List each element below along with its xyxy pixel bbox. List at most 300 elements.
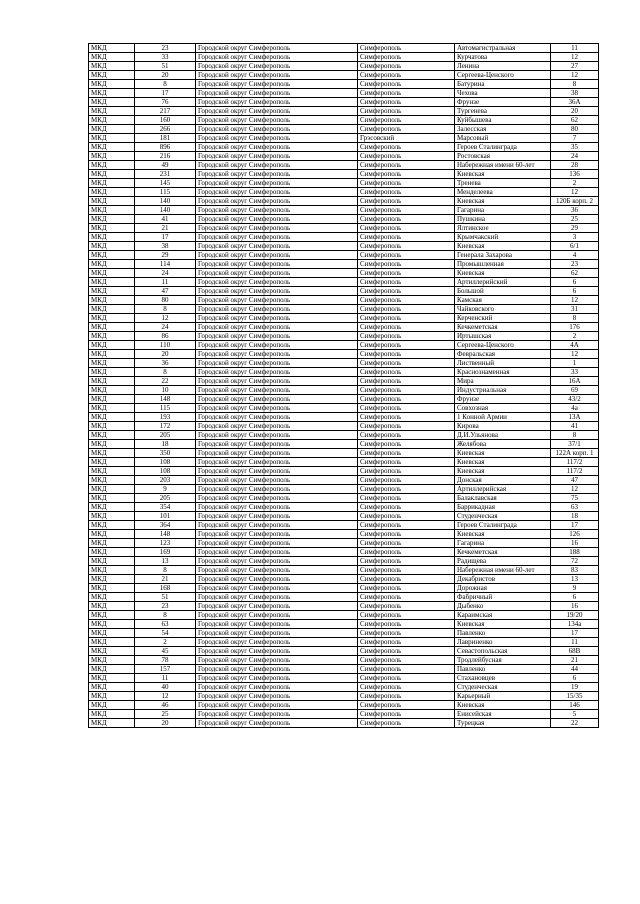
district-cell: Городской округ Симферополь	[196, 548, 358, 557]
table-row	[89, 431, 599, 440]
city-cell: Симферополь	[358, 44, 455, 53]
house-number-cell: 13	[551, 575, 599, 584]
street-cell: Фрунзе	[455, 98, 551, 107]
house-number-cell: 43/2	[551, 395, 599, 404]
type-cell: МКД	[89, 512, 135, 521]
city-cell: Симферополь	[358, 629, 455, 638]
house-number-cell: 8	[551, 314, 599, 323]
type-cell: МКД	[89, 710, 135, 719]
type-cell: МКД	[89, 611, 135, 620]
district-cell: Городской округ Симферополь	[196, 710, 358, 719]
house-number-cell: 3	[551, 233, 599, 242]
type-cell: МКД	[89, 89, 135, 98]
house-number-cell: 117/2	[551, 458, 599, 467]
table-row	[89, 620, 599, 629]
type-cell: МКД	[89, 170, 135, 179]
type-cell: МКД	[89, 665, 135, 674]
table-row	[89, 170, 599, 179]
count-cell: 78	[135, 656, 196, 665]
count-cell: 896	[135, 143, 196, 152]
street-cell: Кирова	[455, 422, 551, 431]
city-cell: Симферополь	[358, 422, 455, 431]
count-cell: 354	[135, 503, 196, 512]
count-cell: 11	[135, 674, 196, 683]
house-number-cell: 80	[551, 125, 599, 134]
house-number-cell: 4А	[551, 341, 599, 350]
count-cell: 49	[135, 161, 196, 170]
house-number-cell: 5	[551, 710, 599, 719]
table-row	[89, 62, 599, 71]
table-row	[89, 404, 599, 413]
house-number-cell: 16	[551, 539, 599, 548]
street-cell: Ялтинское	[455, 224, 551, 233]
house-number-cell: 25	[551, 215, 599, 224]
district-cell: Городской округ Симферополь	[196, 224, 358, 233]
street-cell: Автомагистральная	[455, 44, 551, 53]
type-cell: МКД	[89, 197, 135, 206]
table-row	[89, 350, 599, 359]
type-cell: МКД	[89, 368, 135, 377]
street-cell: Киевская	[455, 242, 551, 251]
table-row	[89, 521, 599, 530]
street-cell: Сергеева-Ценского	[455, 71, 551, 80]
street-cell: Карьерный	[455, 692, 551, 701]
district-cell: Городской округ Симферополь	[196, 476, 358, 485]
street-cell: Лиственный	[455, 359, 551, 368]
type-cell: МКД	[89, 404, 135, 413]
district-cell: Городской округ Симферополь	[196, 62, 358, 71]
count-cell: 110	[135, 341, 196, 350]
count-cell: 8	[135, 305, 196, 314]
count-cell: 10	[135, 386, 196, 395]
type-cell: МКД	[89, 314, 135, 323]
city-cell: Симферополь	[358, 440, 455, 449]
city-cell: Симферополь	[358, 665, 455, 674]
district-cell: Городской округ Симферополь	[196, 449, 358, 458]
house-number-cell: 62	[551, 269, 599, 278]
city-cell: Симферополь	[358, 269, 455, 278]
district-cell: Городской округ Симферополь	[196, 332, 358, 341]
type-cell: МКД	[89, 683, 135, 692]
table-row	[89, 287, 599, 296]
district-cell: Городской округ Симферополь	[196, 377, 358, 386]
city-cell: Симферополь	[358, 710, 455, 719]
district-cell: Городской округ Симферополь	[196, 440, 358, 449]
type-cell: МКД	[89, 260, 135, 269]
type-cell: МКД	[89, 602, 135, 611]
type-cell: МКД	[89, 224, 135, 233]
house-number-cell: 41	[551, 422, 599, 431]
table-row	[89, 386, 599, 395]
type-cell: МКД	[89, 215, 135, 224]
house-number-cell: 7	[551, 134, 599, 143]
house-number-cell: 18	[551, 512, 599, 521]
district-cell: Городской округ Симферополь	[196, 629, 358, 638]
type-cell: МКД	[89, 620, 135, 629]
table-row	[89, 260, 599, 269]
street-cell: Севастопольская	[455, 647, 551, 656]
count-cell: 193	[135, 413, 196, 422]
table-row	[89, 719, 599, 728]
city-cell: Симферополь	[358, 116, 455, 125]
district-cell: Городской округ Симферополь	[196, 431, 358, 440]
type-cell: МКД	[89, 422, 135, 431]
count-cell: 8	[135, 80, 196, 89]
table-row	[89, 674, 599, 683]
type-cell: МКД	[89, 566, 135, 575]
district-cell: Городской округ Симферополь	[196, 467, 358, 476]
district-cell: Городской округ Симферополь	[196, 143, 358, 152]
street-cell: Чайковского	[455, 305, 551, 314]
house-number-cell: 1	[551, 359, 599, 368]
street-cell: Совхозная	[455, 404, 551, 413]
district-cell: Городской округ Симферополь	[196, 260, 358, 269]
district-cell: Городской округ Симферополь	[196, 368, 358, 377]
city-cell: Симферополь	[358, 692, 455, 701]
street-cell: Сергеева-Ценского	[455, 341, 551, 350]
city-cell: Симферополь	[358, 314, 455, 323]
type-cell: МКД	[89, 179, 135, 188]
house-number-cell: 17	[551, 629, 599, 638]
street-cell: Артиллерийский	[455, 278, 551, 287]
street-cell: Лавриненко	[455, 638, 551, 647]
district-cell: Городской округ Симферополь	[196, 386, 358, 395]
type-cell: МКД	[89, 638, 135, 647]
type-cell: МКД	[89, 449, 135, 458]
table-row	[89, 116, 599, 125]
house-number-cell: 75	[551, 494, 599, 503]
street-cell: Индустриальная	[455, 386, 551, 395]
street-cell: Батурина	[455, 80, 551, 89]
house-number-cell: 37/1	[551, 440, 599, 449]
table-row	[89, 143, 599, 152]
table-row	[89, 584, 599, 593]
type-cell: МКД	[89, 287, 135, 296]
district-cell: Городской округ Симферополь	[196, 125, 358, 134]
street-cell: Дорожная	[455, 584, 551, 593]
table-row	[89, 152, 599, 161]
street-cell: Баррикадная	[455, 503, 551, 512]
street-cell: Марсовый	[455, 134, 551, 143]
count-cell: 41	[135, 215, 196, 224]
district-cell: Городской округ Симферополь	[196, 665, 358, 674]
house-number-cell: 12	[551, 296, 599, 305]
house-number-cell: 63	[551, 503, 599, 512]
city-cell: Симферополь	[358, 98, 455, 107]
district-cell: Городской округ Симферополь	[196, 269, 358, 278]
house-number-cell: 38	[551, 89, 599, 98]
table-row	[89, 206, 599, 215]
type-cell: МКД	[89, 80, 135, 89]
table-row	[89, 251, 599, 260]
street-cell: Фрунзе	[455, 395, 551, 404]
table-row	[89, 593, 599, 602]
city-cell: Симферополь	[358, 296, 455, 305]
district-cell: Городской округ Симферополь	[196, 485, 358, 494]
city-cell: Симферополь	[358, 143, 455, 152]
city-cell: Симферополь	[358, 350, 455, 359]
type-cell: МКД	[89, 188, 135, 197]
city-cell: Симферополь	[358, 152, 455, 161]
city-cell: Симферополь	[358, 89, 455, 98]
city-cell: Симферополь	[358, 602, 455, 611]
type-cell: МКД	[89, 44, 135, 53]
table-row	[89, 305, 599, 314]
street-cell: Героев Сталинграда	[455, 521, 551, 530]
type-cell: МКД	[89, 386, 135, 395]
district-cell: Городской округ Симферополь	[196, 692, 358, 701]
house-number-cell: 68В	[551, 647, 599, 656]
table-row	[89, 503, 599, 512]
street-cell: Стахановцев	[455, 674, 551, 683]
district-cell: Городской округ Симферополь	[196, 539, 358, 548]
count-cell: 23	[135, 602, 196, 611]
table-row	[89, 647, 599, 656]
count-cell: 203	[135, 476, 196, 485]
street-cell: Героев Сталинграда	[455, 143, 551, 152]
type-cell: МКД	[89, 476, 135, 485]
house-number-cell: 24	[551, 152, 599, 161]
house-number-cell: 47	[551, 476, 599, 485]
district-cell: Городской округ Симферополь	[196, 107, 358, 116]
street-cell: Ленина	[455, 62, 551, 71]
street-cell: Киевская	[455, 620, 551, 629]
street-cell: Февральская	[455, 350, 551, 359]
count-cell: 350	[135, 449, 196, 458]
district-cell: Городской округ Симферополь	[196, 656, 358, 665]
type-cell: МКД	[89, 134, 135, 143]
table-row	[89, 188, 599, 197]
table-row	[89, 125, 599, 134]
table-row	[89, 269, 599, 278]
table-row	[89, 611, 599, 620]
house-number-cell: 72	[551, 557, 599, 566]
table-row	[89, 323, 599, 332]
type-cell: МКД	[89, 656, 135, 665]
house-number-cell: 12	[551, 485, 599, 494]
city-cell: Симферополь	[358, 386, 455, 395]
house-number-cell: 12	[551, 71, 599, 80]
type-cell: МКД	[89, 593, 135, 602]
city-cell: Симферополь	[358, 458, 455, 467]
count-cell: 11	[135, 278, 196, 287]
street-cell: Павленко	[455, 629, 551, 638]
city-cell: Симферополь	[358, 332, 455, 341]
city-cell: Симферополь	[358, 449, 455, 458]
street-cell: Киевская	[455, 701, 551, 710]
city-cell: Симферополь	[358, 683, 455, 692]
house-number-cell: 146	[551, 701, 599, 710]
district-cell: Городской округ Симферополь	[196, 80, 358, 89]
table-row	[89, 494, 599, 503]
district-cell: Городской округ Симферополь	[196, 584, 358, 593]
district-cell: Городской округ Симферополь	[196, 287, 358, 296]
count-cell: 40	[135, 683, 196, 692]
count-cell: 157	[135, 665, 196, 674]
district-cell: Городской округ Симферополь	[196, 305, 358, 314]
city-cell: Симферополь	[358, 377, 455, 386]
house-number-cell: 21	[551, 656, 599, 665]
type-cell: МКД	[89, 242, 135, 251]
count-cell: 114	[135, 260, 196, 269]
table-row	[89, 530, 599, 539]
type-cell: МКД	[89, 692, 135, 701]
street-cell: Кечкеметская	[455, 548, 551, 557]
count-cell: 140	[135, 197, 196, 206]
table-row	[89, 476, 599, 485]
table-row	[89, 665, 599, 674]
type-cell: МКД	[89, 530, 135, 539]
type-cell: МКД	[89, 116, 135, 125]
table-row	[89, 215, 599, 224]
table-row	[89, 359, 599, 368]
street-cell: Караимская	[455, 611, 551, 620]
street-cell: Набережная имени 60-лет	[455, 161, 551, 170]
district-cell: Городской округ Симферополь	[196, 719, 358, 728]
table-row	[89, 449, 599, 458]
house-number-cell: 83	[551, 566, 599, 575]
district-cell: Городской округ Симферополь	[196, 350, 358, 359]
street-cell: Д.И.Ульянова	[455, 431, 551, 440]
house-number-cell: 12	[551, 350, 599, 359]
count-cell: 29	[135, 251, 196, 260]
table-row	[89, 422, 599, 431]
housing-table	[88, 43, 599, 728]
house-number-cell: 117/2	[551, 467, 599, 476]
table-row	[89, 341, 599, 350]
table-row	[89, 53, 599, 62]
table-row	[89, 557, 599, 566]
city-cell: Симферополь	[358, 215, 455, 224]
table-row	[89, 197, 599, 206]
house-number-cell: 23	[551, 260, 599, 269]
district-cell: Городской округ Симферополь	[196, 179, 358, 188]
type-cell: МКД	[89, 359, 135, 368]
street-cell: Ростовская	[455, 152, 551, 161]
district-cell: Городской округ Симферополь	[196, 359, 358, 368]
table-row	[89, 314, 599, 323]
type-cell: МКД	[89, 377, 135, 386]
city-cell: Симферополь	[358, 611, 455, 620]
city-cell: Симферополь	[358, 359, 455, 368]
district-cell: Городской округ Симферополь	[196, 314, 358, 323]
district-cell: Городской округ Симферополь	[196, 602, 358, 611]
district-cell: Городской округ Симферополь	[196, 701, 358, 710]
type-cell: МКД	[89, 557, 135, 566]
street-cell: Чехова	[455, 89, 551, 98]
district-cell: Городской округ Симферополь	[196, 620, 358, 629]
city-cell: Симферополь	[358, 323, 455, 332]
house-number-cell: 6	[551, 593, 599, 602]
count-cell: 12	[135, 314, 196, 323]
type-cell: МКД	[89, 458, 135, 467]
city-cell: Симферополь	[358, 521, 455, 530]
count-cell: 108	[135, 458, 196, 467]
table-row	[89, 377, 599, 386]
table-row	[89, 89, 599, 98]
count-cell: 38	[135, 242, 196, 251]
table-row	[89, 458, 599, 467]
house-number-cell: 136	[551, 170, 599, 179]
count-cell: 101	[135, 512, 196, 521]
table-row	[89, 71, 599, 80]
table-row	[89, 413, 599, 422]
city-cell: Симферополь	[358, 530, 455, 539]
table-row	[89, 548, 599, 557]
district-cell: Городской округ Симферополь	[196, 530, 358, 539]
house-number-cell: 188	[551, 548, 599, 557]
table-row	[89, 566, 599, 575]
street-cell: 1 Конной Армии	[455, 413, 551, 422]
type-cell: МКД	[89, 701, 135, 710]
count-cell: 20	[135, 71, 196, 80]
table-row	[89, 692, 599, 701]
district-cell: Городской округ Симферополь	[196, 422, 358, 431]
type-cell: МКД	[89, 395, 135, 404]
street-cell: Артиллерийская	[455, 485, 551, 494]
table-row	[89, 575, 599, 584]
street-cell: Киевская	[455, 170, 551, 179]
street-cell: Промышленная	[455, 260, 551, 269]
house-number-cell: 69	[551, 386, 599, 395]
count-cell: 115	[135, 188, 196, 197]
district-cell: Городской округ Симферополь	[196, 242, 358, 251]
house-number-cell: 22	[551, 719, 599, 728]
house-number-cell: 120Б корп. 2	[551, 197, 599, 206]
street-cell: Киевская	[455, 530, 551, 539]
district-cell: Городской округ Симферополь	[196, 404, 358, 413]
count-cell: 76	[135, 98, 196, 107]
house-number-cell: 122А корп. 1	[551, 449, 599, 458]
type-cell: МКД	[89, 539, 135, 548]
street-cell: Тренева	[455, 179, 551, 188]
street-cell: Мира	[455, 377, 551, 386]
street-cell: Желябова	[455, 440, 551, 449]
table-row	[89, 629, 599, 638]
table-row	[89, 107, 599, 116]
house-number-cell: 11	[551, 638, 599, 647]
street-cell: Краснознаменная	[455, 368, 551, 377]
count-cell: 205	[135, 431, 196, 440]
street-cell: Павленко	[455, 665, 551, 674]
city-cell: Симферополь	[358, 260, 455, 269]
count-cell: 33	[135, 53, 196, 62]
city-cell: Симферополь	[358, 206, 455, 215]
house-number-cell: 62	[551, 116, 599, 125]
count-cell: 80	[135, 296, 196, 305]
house-number-cell: 28	[551, 161, 599, 170]
house-number-cell: 15/35	[551, 692, 599, 701]
table-row	[89, 701, 599, 710]
street-cell: Большой	[455, 287, 551, 296]
district-cell: Городской округ Симферополь	[196, 494, 358, 503]
district-cell: Городской округ Симферополь	[196, 134, 358, 143]
city-cell: Симферополь	[358, 557, 455, 566]
district-cell: Городской округ Симферополь	[196, 503, 358, 512]
street-cell: Тродлейбусная	[455, 656, 551, 665]
city-cell: Симферополь	[358, 404, 455, 413]
city-cell: Грэсовский	[358, 134, 455, 143]
house-number-cell: 4а	[551, 404, 599, 413]
district-cell: Городской округ Симферополь	[196, 89, 358, 98]
district-cell: Городской округ Симферополь	[196, 521, 358, 530]
house-number-cell: 12	[551, 53, 599, 62]
count-cell: 17	[135, 233, 196, 242]
city-cell: Симферополь	[358, 368, 455, 377]
house-number-cell: 36	[551, 206, 599, 215]
count-cell: 8	[135, 611, 196, 620]
street-cell: Крымчакский	[455, 233, 551, 242]
